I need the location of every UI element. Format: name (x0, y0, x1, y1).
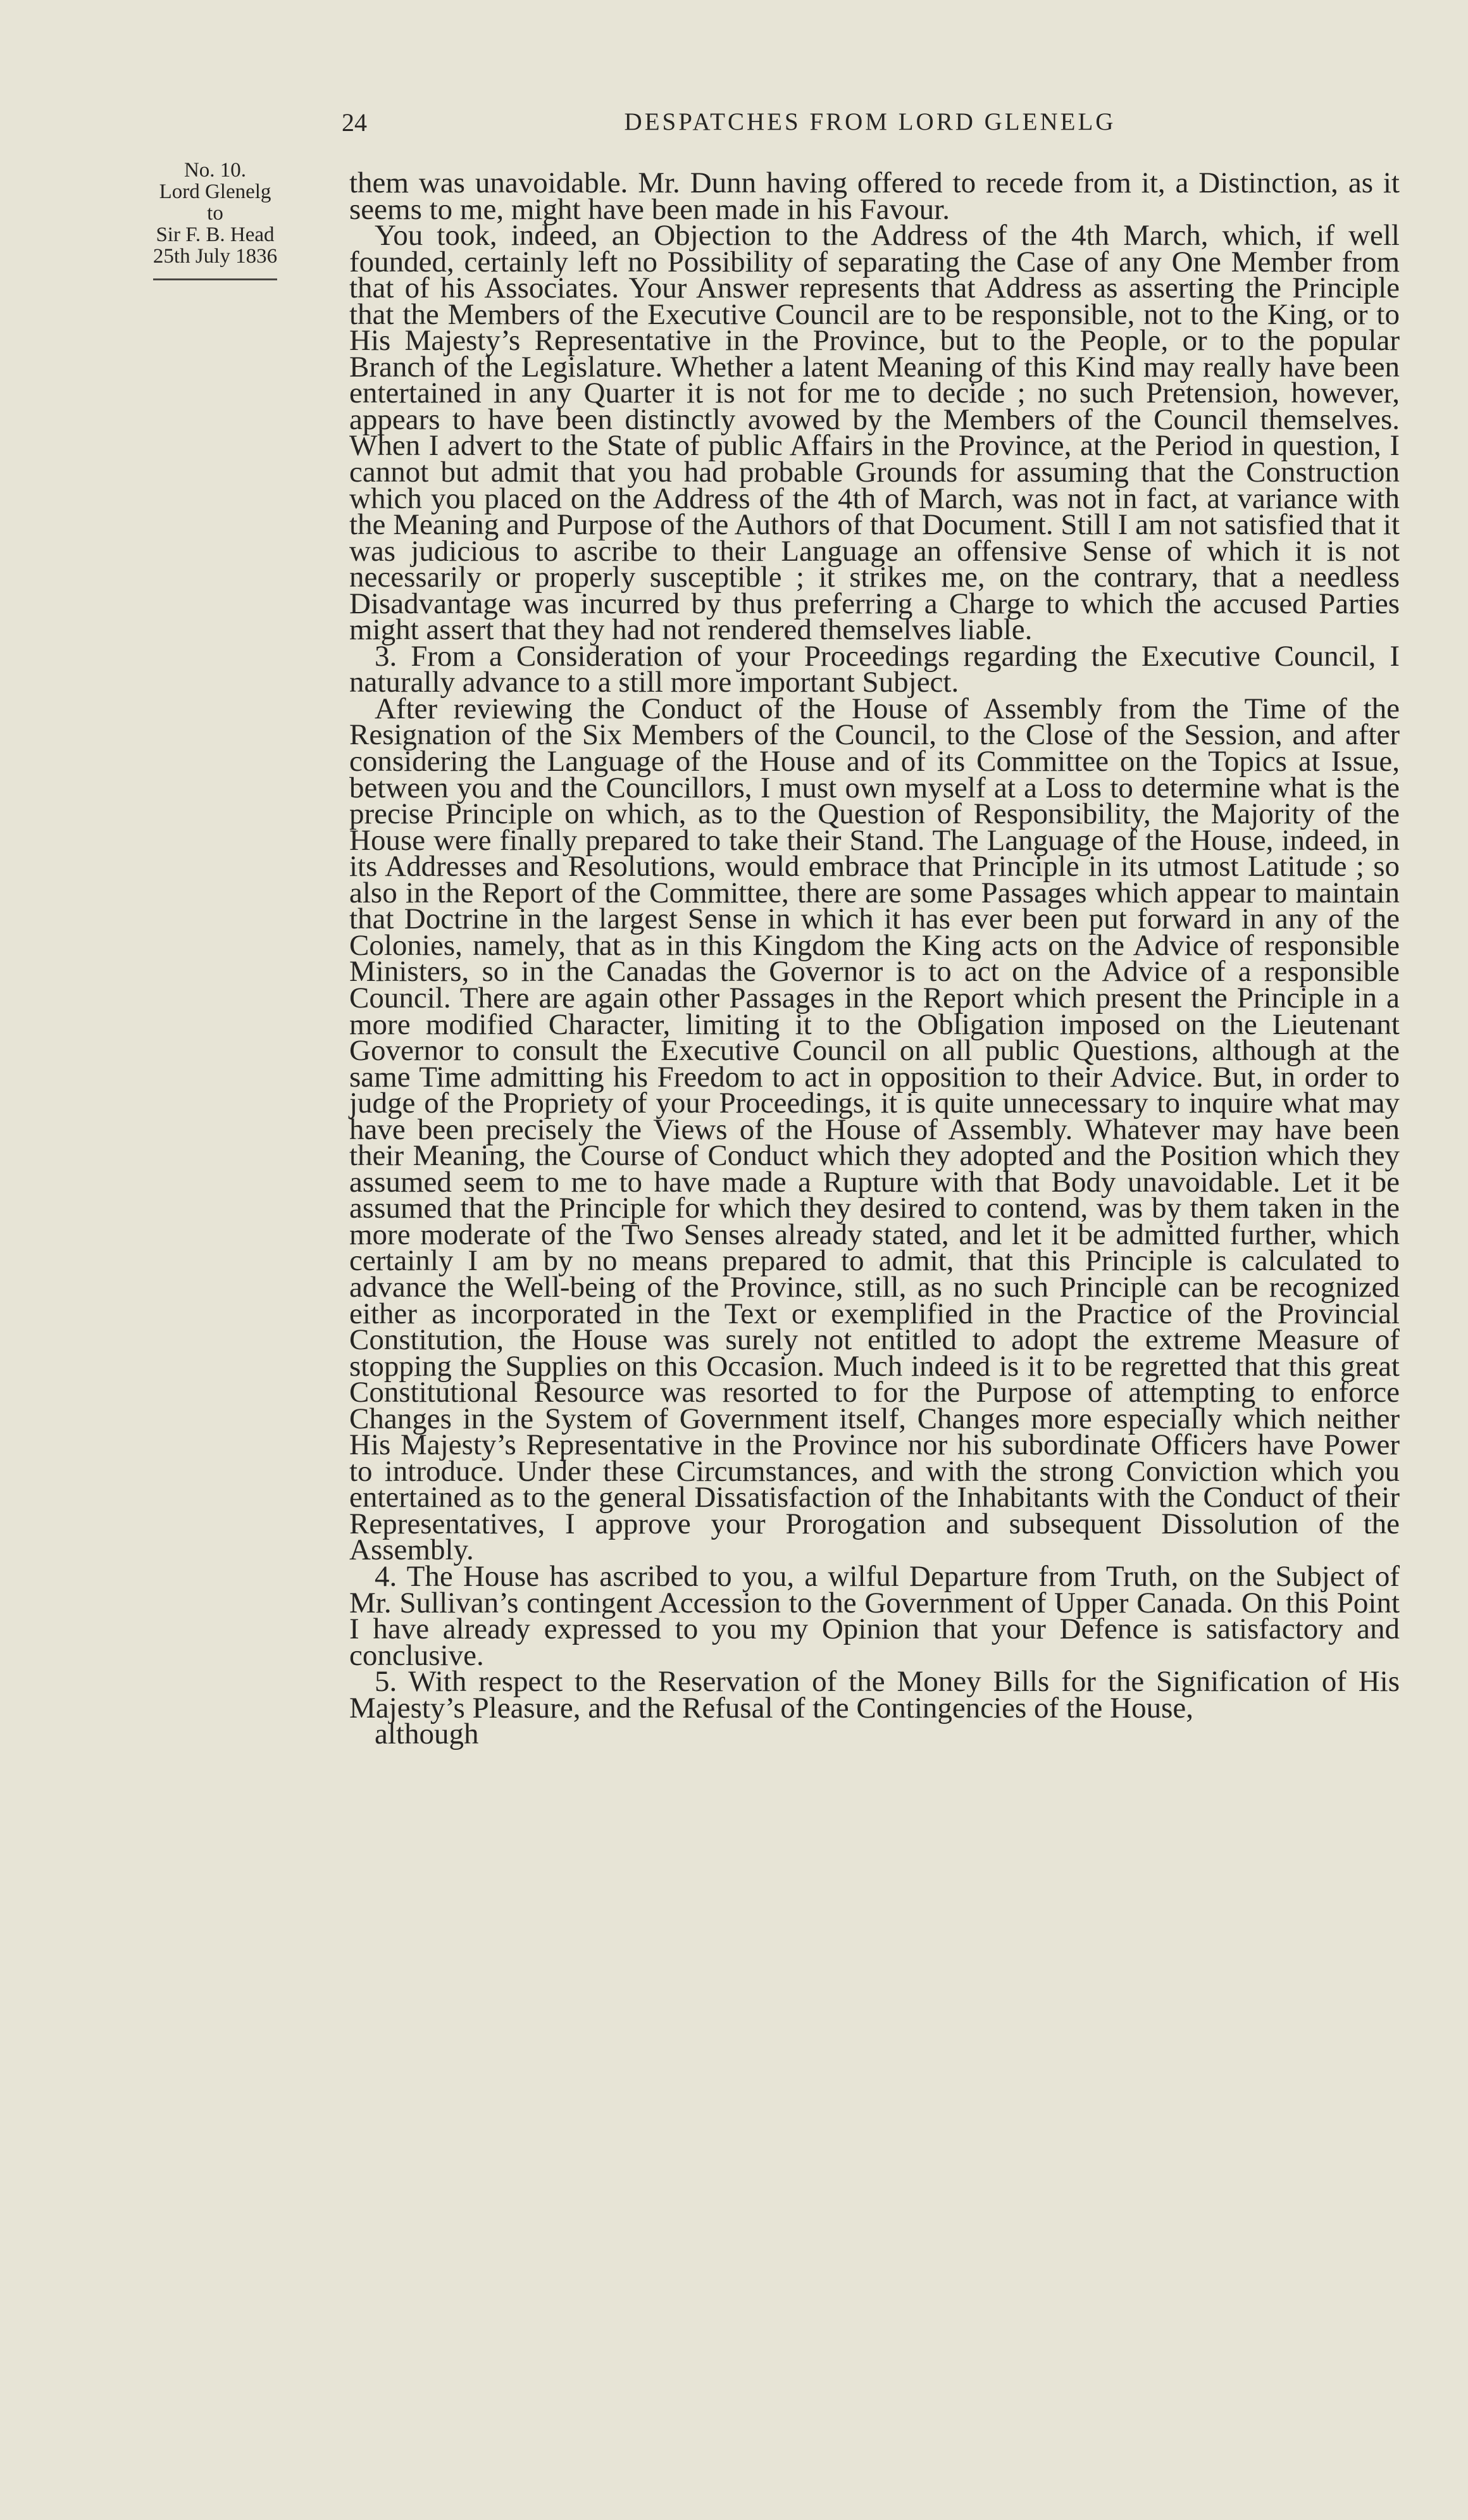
margin-note-from: Lord Glenelg (159, 180, 271, 203)
margin-note-to: to (207, 202, 223, 225)
paragraph-4: 4. The House has ascribed to you, a wilful Departure from Truth, on the Subject of Mr. Sullivan’s contingent Accession to the Government of Upper Canada. On this Point I have already expressed to you my Opinion that your Defence is satisfactory and conclusive. (349, 1559, 1400, 1672)
margin-note-date: 25th July 1836 (152, 245, 278, 268)
paragraph-objection: You took, indeed, an Objection to the Address of the 4th March, which, if well founded, certainly left no Possibility of separating the Case of any One Member from that of his Associates. Your Answer represents that Address as asserting the Principle that the Members of the Executive Council are to be responsible, not to the King, or to His Majesty’s Representative in the Province, but to the People, or to the popular Branch of the Legislature. Whether a latent Meaning of this Kind may really have been entertained in any Quarter it is not for me to decide ; no such Pretension, however, appears to have been distinctly avowed by the Members of the Council themselves. When I advert to the State of public Affairs in the Province, at the Period in question, I cannot but admit that you had probable Grounds for assuming that the Construction which you placed on the Address of the 4th of March, was not in fact, at variance with the Meaning and Purpose of the Authors of that Document. Still I am not satisfied that it was judicious to ascribe to their Language an offensive Sense of which it is not necessarily or properly susceptible ; it strikes me, on the contrary, that a needless Disadvantage was incurred by thus preferring a Charge to which the accused Parties might assert that they had not rendered themselves liable. (349, 219, 1400, 647)
margin-note (108, 159, 323, 280)
body-text (349, 166, 1400, 1751)
paragraph-house-of-assembly: After reviewing the Conduct of the House of Assembly from the Time of the Resignation of the Six Members of the Council, to the Close of the Session, and after considering the Language of the House and of its Committee on the Topics at Issue, between you and the Councillors, I must own myself at a Loss to determine what is the precise Principle on which, as to the Question of Responsibility, the Majority of the House were finally prepared to take their Stand. The Language of the House, indeed, in its Addresses and Resolutions, would embrace that Principle in its utmost Latitude ; so also in the Report of the Committee, there are some Passages which appear to maintain that Doctrine in the largest Sense in which it has ever been put forward in any of the Colonies, namely, that as in this Kingdom the King acts on the Advice of responsible Ministers, so in the Canadas the Governor is to act on the Advice of a responsible Council. There are again other Passages in the Report which present the Principle in a more modified Character, limiting it to the Obligation imposed on the Lieutenant Governor to consult the Executive Council on all public Questions, although at the same Time admitting his Freedom to act in opposition to their Advice. But, in order to judge of the Propriety of your Proceedings, it is quite unnecessary to inquire what may have been precisely the Views of the House of Assembly. Whatever may have been their Meaning, the Course of Conduct which they adopted and the Position which they assumed seem to me to have made a Rupture with that Body unavoidable. Let it be assumed that the Principle for which they desired to contend, was by them taken in the more moderate of the Two Senses already stated, and let it be admitted further, which certainly I am by no means prepared to admit, that this Principle is calculated to advance the Well-being of the Province, still, as no such Principle can be recognized either as incorporated in the Text or exemplified in the Practice of the Provincial Constitution, the House was surely not entitled to adopt the extreme Measure of stopping the Supplies on this Occasion. Much indeed is it to be regretted that this great Constitutional Resource was resorted to for the Purpose of attempting to enforce Changes in the System of Government itself, Changes more especially which neither His Majesty’s Representative in the Province nor his subordinate Officers have Power to introduce. Under these Circumstances, and with the strong Conviction which you entertained as to the general Dissatisfaction of the Inhabitants with the Conduct of their Representatives, I approve your Prorogation and subsequent Dissolution of the Assembly. (349, 692, 1400, 1567)
margin-note-recipient: Sir F. B. Head (156, 223, 275, 246)
catchword: although (375, 1718, 479, 1751)
margin-note-number: No. 10. (184, 159, 247, 182)
paragraph-continuation: them was unavoidable. Mr. Dunn having offered to recede from it, a Distinction, as it seems to me, might have been made in his Favour. (349, 166, 1400, 226)
running-title: DESPATCHES FROM LORD GLENELG (624, 108, 1116, 135)
page-header (342, 108, 1398, 146)
margin-note-rule (153, 278, 277, 280)
paragraph-5: 5. With respect to the Reservation of the Money Bills for the Signification of His Majesty’s Pleasure, and the Refusal of the Contingencies of the House, (349, 1665, 1400, 1725)
page-number: 24 (342, 108, 367, 137)
paragraph-3: 3. From a Consideration of your Proceedings regarding the Executive Council, I naturally advance to a still more important Subject. (349, 639, 1400, 699)
